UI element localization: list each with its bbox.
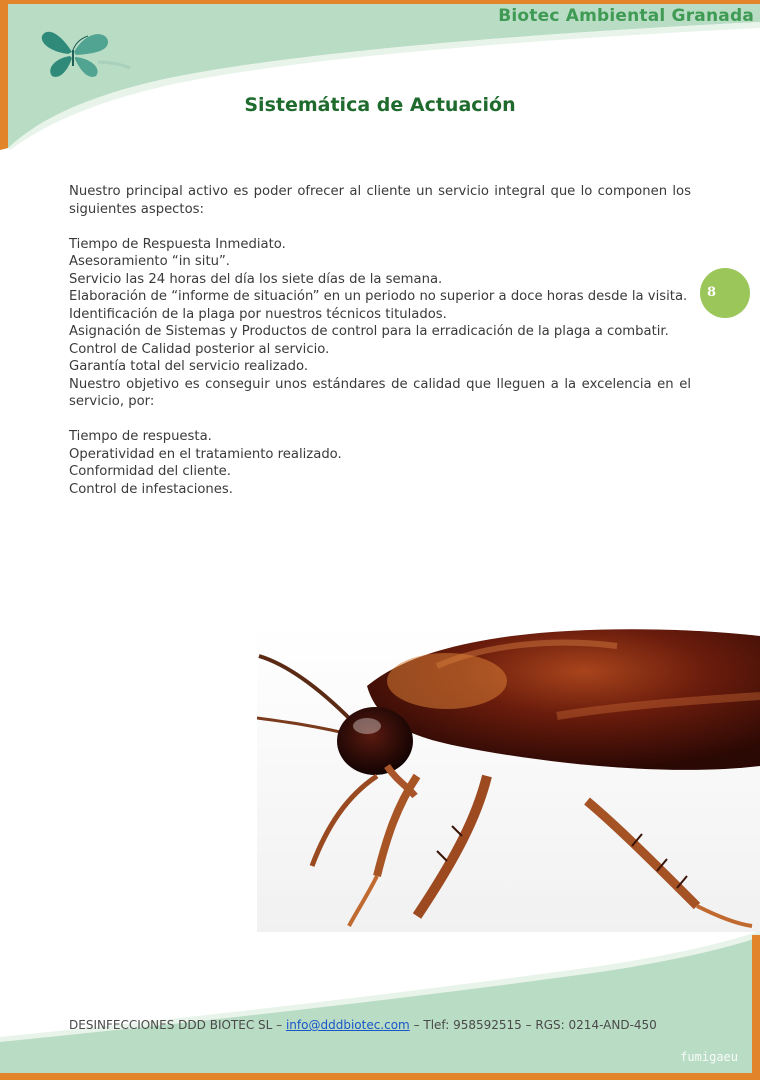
list-item: Tiempo de Respuesta Inmediato. bbox=[69, 236, 286, 252]
footer-contact bbox=[69, 1018, 657, 1032]
list-item: Identificación de la plaga por nuestros técnicos titulados. bbox=[69, 306, 447, 322]
list-item: Tiempo de respuesta. bbox=[69, 429, 212, 444]
watermark: fumigaeu bbox=[680, 1050, 738, 1064]
list-item: Elaboración de “informe de situación” en un periodo no superior a doce horas desde la visita. bbox=[69, 289, 688, 304]
brand-name: Biotec Ambiental Granada bbox=[498, 6, 754, 26]
cockroach-photo bbox=[257, 626, 760, 932]
list-item: Asignación de Sistemas y Productos de control para la erradicación de la plaga a combatir. bbox=[69, 324, 669, 339]
page-number-badge bbox=[700, 268, 750, 318]
page-title: Sistemática de Actuación bbox=[244, 94, 516, 116]
footer-decoration bbox=[0, 925, 760, 1080]
objective-paragraph: Nuestro objetivo es conseguir unos estándares de calidad que lleguen a la excelencia en el servicio, por: bbox=[69, 376, 691, 409]
list-item: Conformidad del cliente. bbox=[69, 464, 231, 479]
list-item: Operatividad en el tratamiento realizado. bbox=[69, 446, 342, 462]
page-number: 8 bbox=[707, 285, 717, 300]
footer-phone-registry: – Tlef: 958592515 – RGS: 0214-AND-450 bbox=[409, 1018, 657, 1032]
list-item: Servicio las 24 horas del día los siete días de la semana. bbox=[69, 271, 443, 287]
footer-company: DESINFECCIONES DDD BIOTEC SL – bbox=[69, 1018, 286, 1032]
list-item: Asesoramiento “in situ”. bbox=[69, 254, 230, 269]
email-link[interactable]: info@dddbiotec.com bbox=[285, 1018, 410, 1032]
list-item: Control de infestaciones. bbox=[69, 481, 233, 497]
body-text bbox=[69, 183, 691, 498]
list-item: Garantía total del servicio realizado. bbox=[69, 359, 309, 374]
butterfly-icon bbox=[38, 22, 134, 82]
list-item: Control de Calidad posterior al servicio. bbox=[69, 341, 330, 357]
intro-paragraph: Nuestro principal activo es poder ofrecer al cliente un servicio integral que lo componen los siguientes aspectos: bbox=[69, 184, 691, 217]
